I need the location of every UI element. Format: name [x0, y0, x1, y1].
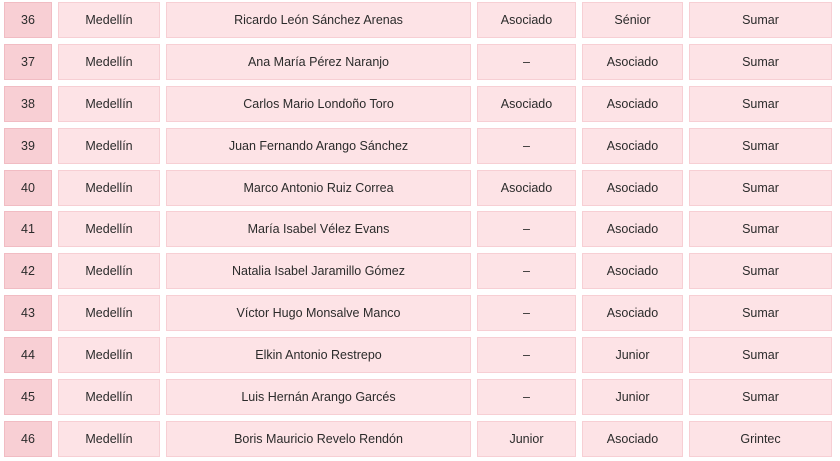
table-row — [0, 337, 840, 373]
level-cell: Sénior — [582, 2, 683, 38]
level-cell: Junior — [582, 337, 683, 373]
city-cell: Medellín — [58, 2, 160, 38]
rank-cell: 42 — [4, 253, 52, 289]
table-row — [0, 253, 840, 289]
level-cell: Asociado — [582, 128, 683, 164]
table-row — [0, 2, 840, 38]
table-row — [0, 44, 840, 80]
name-cell: Ricardo León Sánchez Arenas — [166, 2, 471, 38]
table-row — [0, 211, 840, 247]
category-cell: – — [477, 211, 576, 247]
city-cell: Medellín — [58, 211, 160, 247]
table-row — [0, 421, 840, 457]
rank-cell: 43 — [4, 295, 52, 331]
category-cell: – — [477, 253, 576, 289]
category-cell: – — [477, 128, 576, 164]
category-cell: Asociado — [477, 2, 576, 38]
firm-cell: Sumar — [689, 86, 832, 122]
rank-cell: 39 — [4, 128, 52, 164]
category-cell: Junior — [477, 421, 576, 457]
rank-cell: 36 — [4, 2, 52, 38]
name-cell: María Isabel Vélez Evans — [166, 211, 471, 247]
table-row — [0, 170, 840, 206]
category-cell: – — [477, 44, 576, 80]
name-cell: Marco Antonio Ruiz Correa — [166, 170, 471, 206]
city-cell: Medellín — [58, 170, 160, 206]
name-cell: Boris Mauricio Revelo Rendón — [166, 421, 471, 457]
level-cell: Asociado — [582, 170, 683, 206]
level-cell: Asociado — [582, 253, 683, 289]
firm-cell: Sumar — [689, 337, 832, 373]
table-row — [0, 86, 840, 122]
city-cell: Medellín — [58, 295, 160, 331]
rank-cell: 41 — [4, 211, 52, 247]
rank-cell: 40 — [4, 170, 52, 206]
name-cell: Elkin Antonio Restrepo — [166, 337, 471, 373]
name-cell: Juan Fernando Arango Sánchez — [166, 128, 471, 164]
table-row — [0, 379, 840, 415]
firm-cell: Sumar — [689, 253, 832, 289]
firm-cell: Sumar — [689, 2, 832, 38]
name-cell: Luis Hernán Arango Garcés — [166, 379, 471, 415]
firm-cell: Sumar — [689, 211, 832, 247]
city-cell: Medellín — [58, 86, 160, 122]
level-cell: Asociado — [582, 86, 683, 122]
firm-cell: Sumar — [689, 295, 832, 331]
category-cell: Asociado — [477, 86, 576, 122]
category-cell: – — [477, 379, 576, 415]
firm-cell: Sumar — [689, 44, 832, 80]
level-cell: Asociado — [582, 421, 683, 457]
city-cell: Medellín — [58, 253, 160, 289]
firm-cell: Grintec — [689, 421, 832, 457]
table-row — [0, 295, 840, 331]
firm-cell: Sumar — [689, 170, 832, 206]
category-cell: Asociado — [477, 170, 576, 206]
city-cell: Medellín — [58, 128, 160, 164]
city-cell: Medellín — [58, 337, 160, 373]
firm-cell: Sumar — [689, 128, 832, 164]
city-cell: Medellín — [58, 379, 160, 415]
category-cell: – — [477, 295, 576, 331]
city-cell: Medellín — [58, 44, 160, 80]
name-cell: Ana María Pérez Naranjo — [166, 44, 471, 80]
level-cell: Junior — [582, 379, 683, 415]
name-cell: Natalia Isabel Jaramillo Gómez — [166, 253, 471, 289]
rank-cell: 45 — [4, 379, 52, 415]
city-cell: Medellín — [58, 421, 160, 457]
rank-cell: 37 — [4, 44, 52, 80]
table-row — [0, 128, 840, 164]
firm-cell: Sumar — [689, 379, 832, 415]
name-cell: Víctor Hugo Monsalve Manco — [166, 295, 471, 331]
level-cell: Asociado — [582, 295, 683, 331]
rank-cell: 44 — [4, 337, 52, 373]
name-cell: Carlos Mario Londoño Toro — [166, 86, 471, 122]
level-cell: Asociado — [582, 211, 683, 247]
level-cell: Asociado — [582, 44, 683, 80]
category-cell: – — [477, 337, 576, 373]
rank-cell: 46 — [4, 421, 52, 457]
rank-cell: 38 — [4, 86, 52, 122]
